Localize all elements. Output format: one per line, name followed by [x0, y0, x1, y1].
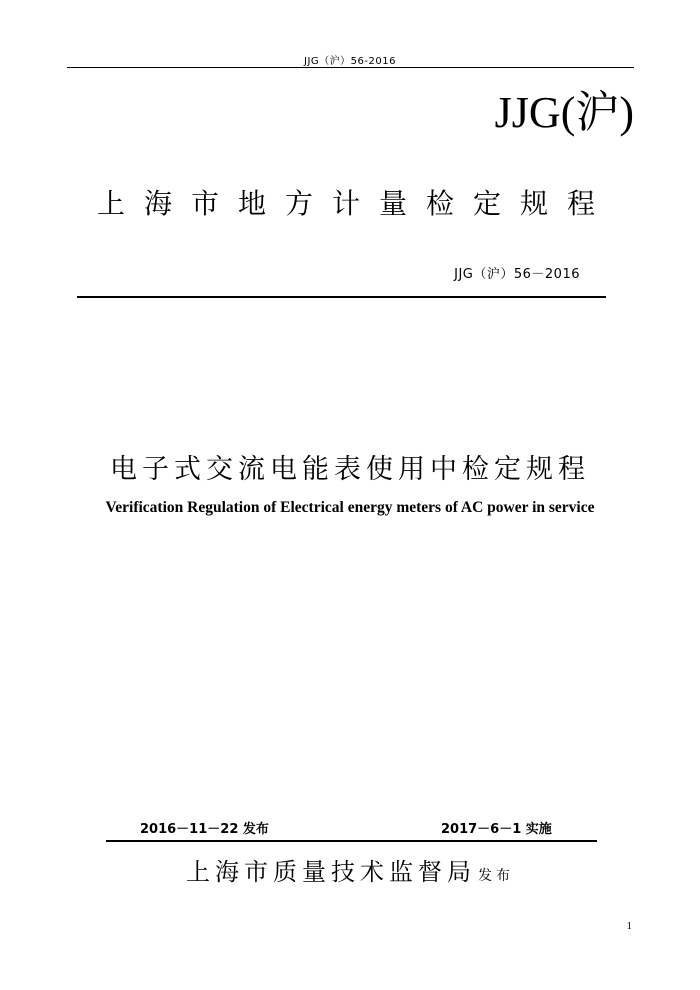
title-english: Verification Regulation of Electrical energy meters of AC power in service	[105, 499, 595, 516]
title-chinese: 电子式交流电能表使用中检定规程	[110, 454, 590, 485]
issuer-line	[0, 852, 700, 887]
issuer-name: 上海市质量技术监督局	[186, 858, 476, 886]
page-number: 1	[626, 920, 632, 932]
standard-code-mark: JJG(沪)	[494, 88, 634, 137]
standard-number-rule	[77, 296, 606, 298]
header-rule	[67, 67, 634, 68]
standard-number: JJG（沪）56－2016	[454, 267, 580, 282]
effective-date: 2017－6－1 实施	[441, 822, 552, 837]
regulation-type-heading: 上海市地方计量检定规程	[97, 187, 615, 220]
running-header-code: JJG（沪）56-2016	[304, 56, 396, 67]
publish-date: 2016－11－22 发布	[140, 822, 269, 837]
issuer-action: 发布	[478, 868, 514, 884]
footer-rule	[106, 840, 597, 842]
